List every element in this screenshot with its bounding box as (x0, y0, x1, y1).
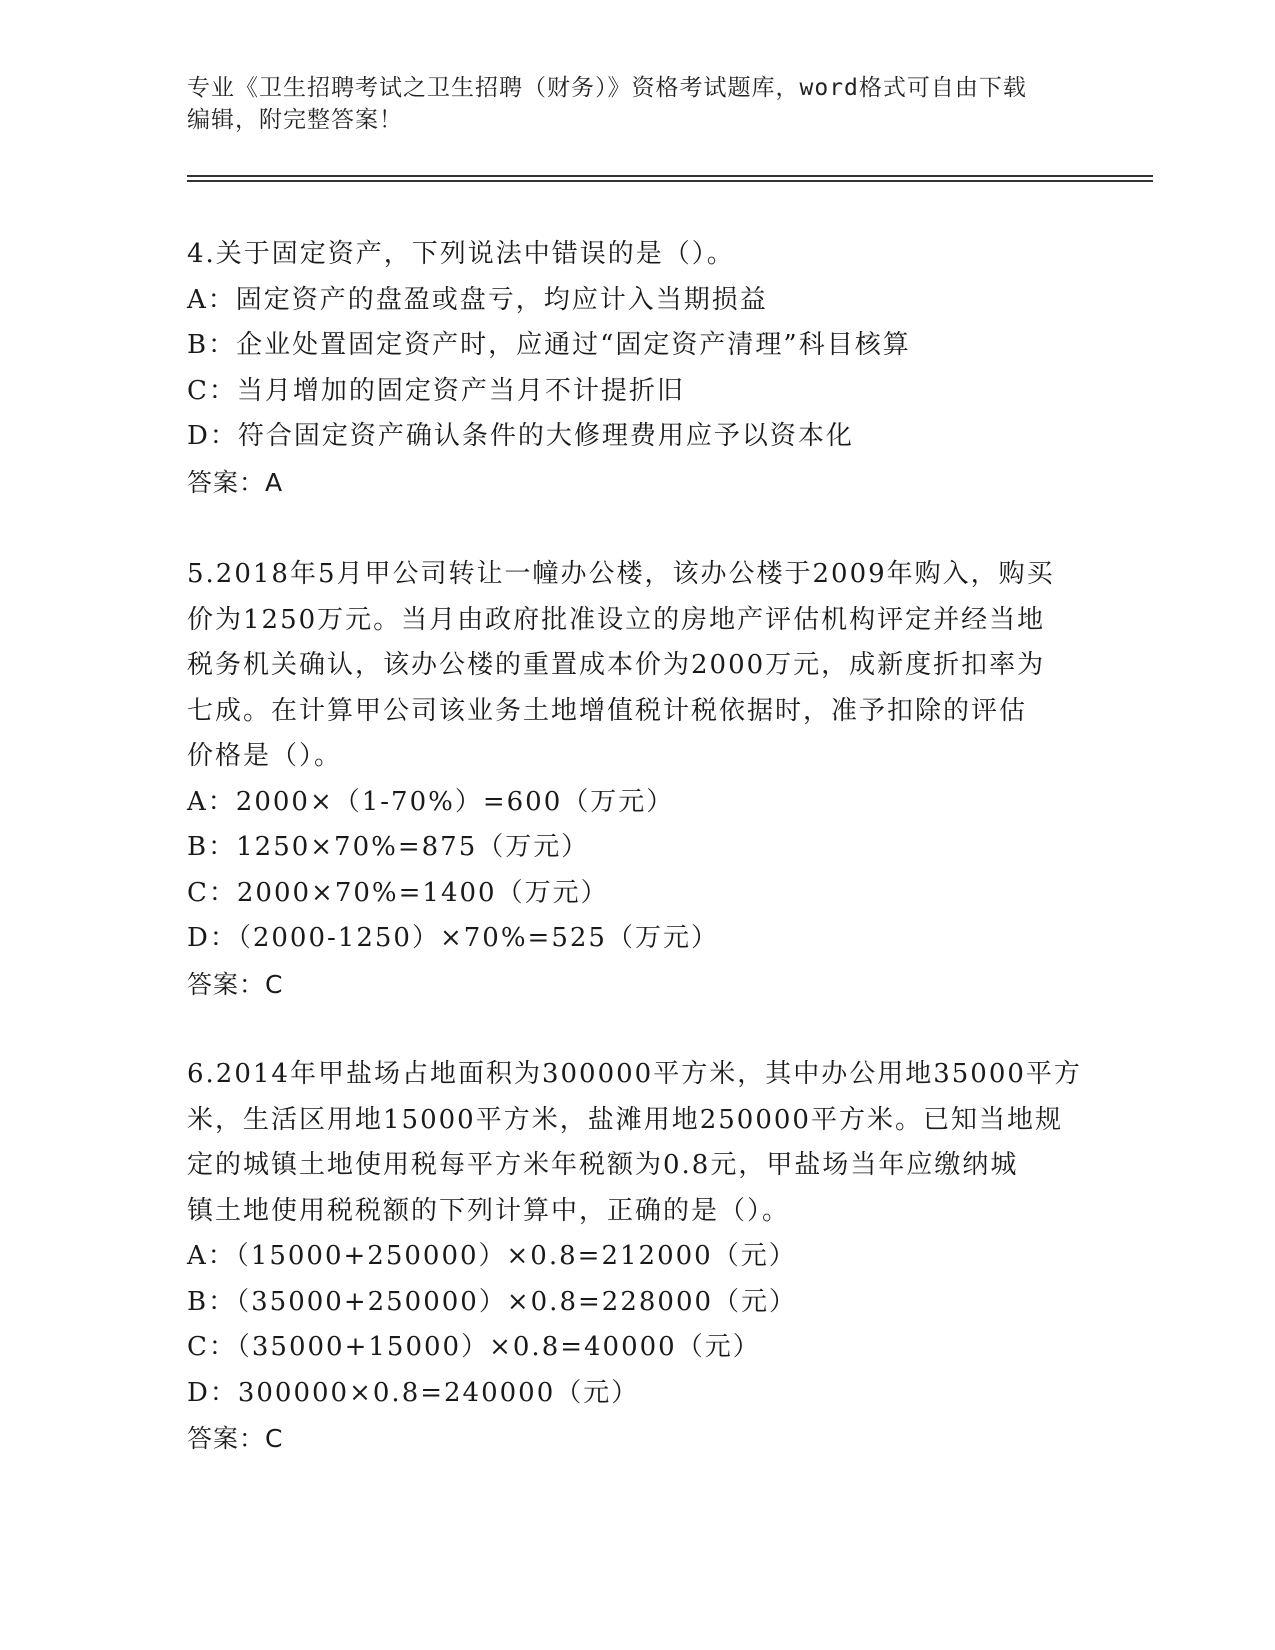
question-stem: 6.2014年甲盐场占地面积为300000平方米，其中办公用地35000平方 (187, 1059, 1082, 1089)
option-a: A：固定资产的盘盈或盘亏，均应计入当期损益 (187, 284, 768, 315)
header-divider-top (187, 175, 1153, 177)
question-5 (187, 552, 1087, 1007)
option-a: A：2000×（1-70%）=600（万元） (187, 786, 675, 817)
option-c: C：当月增加的固定资产当月不计提折旧 (187, 375, 685, 406)
question-stem: 镇土地使用税税额的下列计算中，正确的是（）。 (187, 1195, 791, 1226)
question-stem: 价为1250万元。当月由政府批准设立的房地产评估机构评定并经当地 (187, 604, 1046, 635)
answer-label: 答案：A (187, 467, 284, 497)
answer-label: 答案：C (187, 1424, 284, 1453)
question-stem: 价格是（）。 (187, 741, 343, 771)
question-stem: 定的城镇土地使用税每平方米年税额为0.8元，甲盐场当年应缴纳城 (187, 1150, 1019, 1180)
option-d: D：（2000-1250）×70%=525（万元） (187, 923, 719, 953)
document-header (187, 72, 1087, 136)
header-line: 编辑，附完整答案！ (187, 107, 403, 133)
question-stem: 4.关于固定资产，下列说法中错误的是（）。 (187, 239, 735, 269)
option-d: D：符合固定资产确认条件的大修理费用应予以资本化 (187, 421, 854, 451)
option-d: D：300000×0.8=240000（元） (187, 1377, 640, 1408)
option-a: A：（15000+250000）×0.8=212000（元） (187, 1241, 797, 1271)
option-b: B：1250×70%=875（万元） (187, 832, 590, 862)
header-divider-bottom (187, 180, 1153, 182)
question-6 (187, 1052, 1087, 1462)
option-b: B：（35000+250000）×0.8=228000（元） (187, 1286, 798, 1317)
option-c: C：（35000+15000）×0.8=40000（元） (187, 1332, 761, 1362)
question-stem: 米，生活区用地15000平方米，盐滩用地250000平方米。已知当地规 (187, 1104, 1063, 1135)
question-stem: 税务机关确认，该办公楼的重置成本价为2000万元，成新度折扣率为 (187, 650, 1046, 680)
option-b: B：企业处置固定资产时，应通过“固定资产清理”科目核算 (187, 330, 911, 360)
header-line: 专业《卫生招聘考试之卫生招聘（财务）》资格考试题库，word格式可自由下载 (187, 75, 1027, 101)
question-4 (187, 232, 1087, 505)
answer-label: 答案：C (187, 969, 284, 999)
option-c: C：2000×70%=1400（万元） (187, 877, 609, 908)
question-stem: 5.2018年5月甲公司转让一幢办公楼，该办公楼于2009年购入，购买 (187, 559, 1055, 589)
question-stem: 七成。在计算甲公司该业务土地增值税计税依据时，准予扣除的评估 (187, 695, 1028, 726)
